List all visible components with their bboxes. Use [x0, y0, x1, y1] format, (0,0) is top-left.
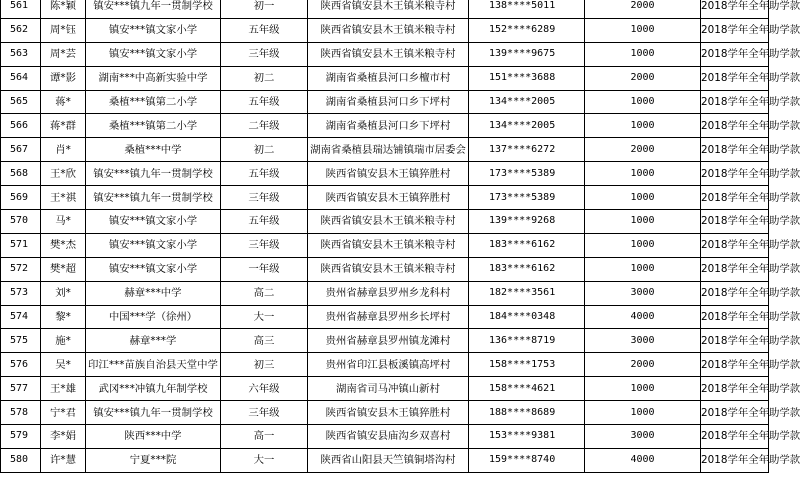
student-name-cell: 王*雄: [41, 377, 86, 401]
amount-cell: 1000: [585, 233, 701, 257]
student-name-cell: 施*: [41, 329, 86, 353]
home-address-cell: 陕西省镇安县木王镇米粮寺村: [308, 233, 469, 257]
row-index-cell: 570: [1, 210, 41, 234]
table-row: [1, 186, 769, 210]
row-index-cell: 579: [1, 425, 41, 449]
school-name-cell: 镇安***镇文家小学: [86, 42, 221, 66]
amount-cell: 1000: [585, 377, 701, 401]
home-address-cell: 陕西省镇安县庙沟乡双喜村: [308, 425, 469, 449]
home-address-cell: 贵州省赫章县罗州乡龙科村: [308, 281, 469, 305]
home-address-cell: 湖南省桑植县河口乡下坪村: [308, 114, 469, 138]
row-index-cell: 565: [1, 90, 41, 114]
table-row: [1, 425, 769, 449]
row-index-cell: 573: [1, 281, 41, 305]
aid-description-cell: 2018学年全年助学款: [701, 353, 769, 377]
row-index-cell: 575: [1, 329, 41, 353]
table-row: [1, 401, 769, 425]
student-name-cell: 樊*杰: [41, 233, 86, 257]
student-name-cell: 蒋*: [41, 90, 86, 114]
row-index-cell: 562: [1, 18, 41, 42]
home-address-cell: 陕西省镇安县木王镇米粮寺村: [308, 42, 469, 66]
phone-number-cell: 182****3561: [469, 281, 585, 305]
student-name-cell: 王*祺: [41, 186, 86, 210]
grade-cell: 初二: [221, 66, 308, 90]
grade-cell: 大一: [221, 305, 308, 329]
phone-number-cell: 136****8719: [469, 329, 585, 353]
amount-cell: 3000: [585, 329, 701, 353]
amount-cell: 2000: [585, 0, 701, 18]
amount-cell: 3000: [585, 425, 701, 449]
phone-number-cell: 183****6162: [469, 233, 585, 257]
aid-description-cell: 2018学年全年助学款: [701, 66, 769, 90]
home-address-cell: 陕西省镇安县木王镇猝胜村: [308, 186, 469, 210]
aid-description-cell: 2018学年全年助学款: [701, 329, 769, 353]
phone-number-cell: 134****2005: [469, 114, 585, 138]
student-name-cell: 周*钰: [41, 18, 86, 42]
table-row: [1, 18, 769, 42]
student-name-cell: 刘*: [41, 281, 86, 305]
school-name-cell: 镇安***镇文家小学: [86, 233, 221, 257]
table-row: [1, 0, 769, 18]
table-row: [1, 90, 769, 114]
table-body: [1, 0, 800, 472]
row-index-cell: 566: [1, 114, 41, 138]
student-name-cell: 李*娟: [41, 425, 86, 449]
student-name-cell: 吴*: [41, 353, 86, 377]
phone-number-cell: 158****4621: [469, 377, 585, 401]
phone-number-cell: 152****6289: [469, 18, 585, 42]
table-row: [1, 329, 769, 353]
phone-number-cell: 183****6162: [469, 257, 585, 281]
table-row: [1, 305, 769, 329]
phone-number-cell: 188****8689: [469, 401, 585, 425]
amount-cell: 1000: [585, 90, 701, 114]
amount-cell: 2000: [585, 138, 701, 162]
table-row: [1, 42, 769, 66]
aid-description-cell: 2018学年全年助学款: [701, 401, 769, 425]
amount-cell: 1000: [585, 162, 701, 186]
aid-description-cell: 2018学年全年助学款: [701, 281, 769, 305]
student-name-cell: 肖*: [41, 138, 86, 162]
grade-cell: 初一: [221, 0, 308, 18]
school-name-cell: 镇安***镇九年一贯制学校: [86, 0, 221, 18]
school-name-cell: 镇安***镇文家小学: [86, 210, 221, 234]
school-name-cell: 武冈***冲镇九年制学校: [86, 377, 221, 401]
row-index-cell: 577: [1, 377, 41, 401]
school-name-cell: 镇安***镇文家小学: [86, 18, 221, 42]
student-name-cell: 马*: [41, 210, 86, 234]
school-name-cell: 湖南***中高新实验中学: [86, 66, 221, 90]
phone-number-cell: 159****8740: [469, 448, 585, 472]
amount-cell: 3000: [585, 281, 701, 305]
home-address-cell: 陕西省山阳县天竺镇铜塔沟村: [308, 448, 469, 472]
phone-number-cell: 158****1753: [469, 353, 585, 377]
table-row: [1, 448, 769, 472]
home-address-cell: 湖南省桑植县瑞达铺镇瑞市居委会: [308, 138, 469, 162]
student-name-cell: 周*芸: [41, 42, 86, 66]
school-name-cell: 中国***学（徐州）: [86, 305, 221, 329]
table-row: [1, 353, 769, 377]
amount-cell: 1000: [585, 257, 701, 281]
grade-cell: 三年级: [221, 233, 308, 257]
phone-number-cell: 151****3688: [469, 66, 585, 90]
school-name-cell: 镇安***镇九年一贯制学校: [86, 186, 221, 210]
grade-cell: 一年级: [221, 257, 308, 281]
school-name-cell: 宁夏***院: [86, 448, 221, 472]
grade-cell: 三年级: [221, 401, 308, 425]
aid-description-cell: 2018学年全年助学款: [701, 425, 769, 449]
home-address-cell: 贵州省赫章县罗州镇龙滩村: [308, 329, 469, 353]
table-row: [1, 377, 769, 401]
row-index-cell: 571: [1, 233, 41, 257]
school-name-cell: 印江***苗族自治县天堂中学: [86, 353, 221, 377]
grade-cell: 五年级: [221, 18, 308, 42]
grade-cell: 初三: [221, 353, 308, 377]
school-name-cell: 桑植***镇第二小学: [86, 90, 221, 114]
table-row: [1, 257, 769, 281]
grade-cell: 六年级: [221, 377, 308, 401]
phone-number-cell: 139****9268: [469, 210, 585, 234]
aid-description-cell: 2018学年全年助学款: [701, 448, 769, 472]
phone-number-cell: 153****9381: [469, 425, 585, 449]
amount-cell: 2000: [585, 353, 701, 377]
school-name-cell: 桑植***中学: [86, 138, 221, 162]
grade-cell: 初二: [221, 138, 308, 162]
home-address-cell: 湖南省桑植县河口乡下坪村: [308, 90, 469, 114]
phone-number-cell: 134****2005: [469, 90, 585, 114]
school-name-cell: 陕西***中学: [86, 425, 221, 449]
phone-number-cell: 184****0348: [469, 305, 585, 329]
home-address-cell: 陕西省镇安县木王镇猝胜村: [308, 401, 469, 425]
amount-cell: 1000: [585, 401, 701, 425]
grade-cell: 高一: [221, 425, 308, 449]
aid-description-cell: 2018学年全年助学款: [701, 18, 769, 42]
row-index-cell: 568: [1, 162, 41, 186]
school-name-cell: 镇安***镇文家小学: [86, 257, 221, 281]
aid-description-cell: 2018学年全年助学款: [701, 377, 769, 401]
amount-cell: 1000: [585, 114, 701, 138]
aid-description-cell: 2018学年全年助学款: [701, 0, 769, 18]
row-index-cell: 580: [1, 448, 41, 472]
amount-cell: 1000: [585, 186, 701, 210]
table-row: [1, 66, 769, 90]
student-name-cell: 黎*: [41, 305, 86, 329]
table-row: [1, 210, 769, 234]
home-address-cell: 陕西省镇安县木王镇米粮寺村: [308, 257, 469, 281]
table-row: [1, 233, 769, 257]
aid-description-cell: 2018学年全年助学款: [701, 42, 769, 66]
row-index-cell: 576: [1, 353, 41, 377]
aid-description-cell: 2018学年全年助学款: [701, 186, 769, 210]
school-name-cell: 赫章***学: [86, 329, 221, 353]
home-address-cell: 湖南省桑植县河口乡檀市村: [308, 66, 469, 90]
student-name-cell: 樊*超: [41, 257, 86, 281]
table-row: [1, 162, 769, 186]
grade-cell: 五年级: [221, 90, 308, 114]
student-name-cell: 陈*颖: [41, 0, 86, 18]
table-row: [1, 138, 769, 162]
amount-cell: 1000: [585, 210, 701, 234]
home-address-cell: 陕西省镇安县木王镇猝胜村: [308, 162, 469, 186]
school-name-cell: 桑植***镇第二小学: [86, 114, 221, 138]
amount-cell: 1000: [585, 42, 701, 66]
phone-number-cell: 138****5011: [469, 0, 585, 18]
phone-number-cell: 173****5389: [469, 162, 585, 186]
row-index-cell: 569: [1, 186, 41, 210]
grade-cell: 三年级: [221, 186, 308, 210]
amount-cell: 4000: [585, 305, 701, 329]
home-address-cell: 陕西省镇安县木王镇米粮寺村: [308, 18, 469, 42]
grade-cell: 五年级: [221, 162, 308, 186]
row-index-cell: 563: [1, 42, 41, 66]
home-address-cell: 贵州省赫章县罗州乡长坪村: [308, 305, 469, 329]
amount-cell: 1000: [585, 18, 701, 42]
row-index-cell: 574: [1, 305, 41, 329]
table-row: [1, 281, 769, 305]
grade-cell: 高三: [221, 329, 308, 353]
school-name-cell: 赫章***中学: [86, 281, 221, 305]
phone-number-cell: 173****5389: [469, 186, 585, 210]
student-name-cell: 许*慧: [41, 448, 86, 472]
aid-description-cell: 2018学年全年助学款: [701, 233, 769, 257]
grade-cell: 五年级: [221, 210, 308, 234]
grade-cell: 二年级: [221, 114, 308, 138]
aid-description-cell: 2018学年全年助学款: [701, 114, 769, 138]
grade-cell: 三年级: [221, 42, 308, 66]
school-name-cell: 镇安***镇九年一贯制学校: [86, 401, 221, 425]
row-index-cell: 572: [1, 257, 41, 281]
row-index-cell: 561: [1, 0, 41, 18]
student-name-cell: 蒋*群: [41, 114, 86, 138]
table-row: [1, 114, 769, 138]
home-address-cell: 湖南省司马冲镇山新村: [308, 377, 469, 401]
amount-cell: 2000: [585, 66, 701, 90]
school-name-cell: 镇安***镇九年一贯制学校: [86, 162, 221, 186]
student-name-cell: 王*欣: [41, 162, 86, 186]
student-name-cell: 宁*君: [41, 401, 86, 425]
row-index-cell: 578: [1, 401, 41, 425]
aid-description-cell: 2018学年全年助学款: [701, 90, 769, 114]
aid-description-cell: 2018学年全年助学款: [701, 305, 769, 329]
aid-description-cell: 2018学年全年助学款: [701, 138, 769, 162]
home-address-cell: 陕西省镇安县木王镇米粮寺村: [308, 210, 469, 234]
aid-description-cell: 2018学年全年助学款: [701, 210, 769, 234]
home-address-cell: 贵州省印江县板溪镇高坪村: [308, 353, 469, 377]
row-index-cell: 567: [1, 138, 41, 162]
home-address-cell: 陕西省镇安县木王镇米粮寺村: [308, 0, 469, 18]
student-name-cell: 谭*影: [41, 66, 86, 90]
row-index-cell: 564: [1, 66, 41, 90]
aid-description-cell: 2018学年全年助学款: [701, 162, 769, 186]
phone-number-cell: 137****6272: [469, 138, 585, 162]
amount-cell: 4000: [585, 448, 701, 472]
aid-description-cell: 2018学年全年助学款: [701, 257, 769, 281]
grade-cell: 大一: [221, 448, 308, 472]
grade-cell: 高二: [221, 281, 308, 305]
phone-number-cell: 139****9675: [469, 42, 585, 66]
